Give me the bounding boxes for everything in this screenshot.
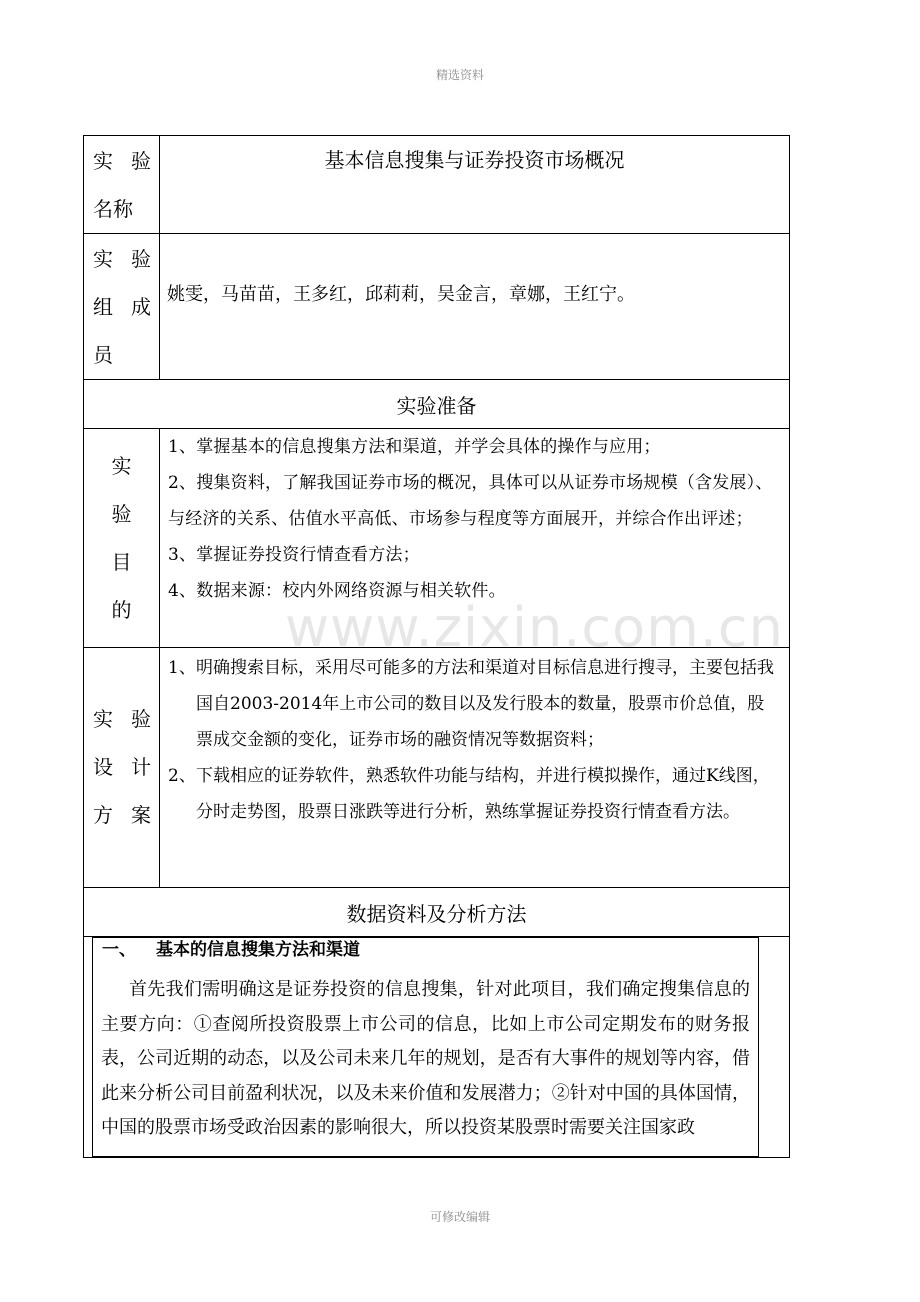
label-experiment-name (84, 136, 160, 234)
label-char: 实 (111, 454, 132, 478)
label-char: 验 (111, 502, 132, 526)
label-char: 验 (131, 247, 151, 271)
label-char: 目 (111, 550, 132, 574)
row-prep-heading (84, 380, 790, 429)
section1-heading (93, 938, 758, 962)
label-members (84, 234, 160, 380)
design-item-text: 明确搜索目标，采用尽可能多的方法和渠道对目标信息进行搜寻，主要包括我国自2003-2014年上市公司的数目以及发行股本的数量，股票市价总值，股票成交金额的变化，证券市场的融资情况等数据资料； (196, 658, 774, 750)
row-section1 (84, 937, 790, 1158)
objective-content (160, 429, 790, 648)
label-char: 名称 (93, 197, 133, 221)
header-note: 精选资料 (435, 68, 484, 82)
design-content (160, 648, 790, 888)
section1-paragraph: 首先我们需明确这是证券投资的信息搜集，针对此项目，我们确定搜集信息的主要方向：①查阅所投资股票上市公司的信息，比如上市公司定期发布的财务报表，公司近期的动态，以及公司未来几年的规划，是否有大事件的规划等内容，借此来分析公司目前盈利状况，以及未来价值和发展潜力；②针对中国的具体国情，中国的股票市场受政治因素的影响很大，所以投资某股票时需要关注国家政 (101, 979, 750, 1138)
row-members (84, 234, 790, 380)
section1-number: 一、 (102, 940, 136, 960)
watermark: www.zixin.com.cn (285, 596, 784, 659)
label-char: 员 (93, 343, 113, 367)
objective-item: 2、搜集资料，了解我国证券市场的概况，具体可以从证券市场规模（含发展）、与经济的关系、估值水平高低、市场参与程度等方面展开，并综合作出评述； (168, 473, 773, 529)
label-design (84, 648, 160, 888)
design-item (160, 758, 789, 830)
label-char: 组 (93, 295, 113, 319)
label-char: 案 (131, 803, 151, 827)
section1-title: 基本的信息搜集方法和渠道 (156, 940, 360, 960)
members-list: 姚雯，马苗苗，王多红，邱莉莉，吴金言，章娜，王红宁。 (160, 234, 790, 380)
design-item-number: 1、 (168, 658, 196, 678)
row-data-heading (84, 888, 790, 937)
objective-item: 4、数据来源：校内外网络资源与相关软件。 (168, 581, 506, 601)
objective-item: 3、掌握证券投资行情查看方法； (168, 545, 420, 565)
footer-note: 可修改编辑 (429, 1210, 490, 1224)
section1-cell (84, 937, 790, 1158)
design-item-text: 下载相应的证券软件，熟悉软件功能与结构，并进行模拟操作，通过K线图，分时走势图，股票日涨跌等进行分析，熟练掌握证券投资行情查看方法。 (196, 766, 770, 822)
design-item (160, 650, 789, 758)
label-char: 方 (93, 803, 113, 827)
label-char: 设 (93, 755, 113, 779)
section-heading-prep: 实验准备 (84, 380, 790, 429)
label-char: 实 (93, 149, 113, 173)
label-char: 成 (131, 295, 151, 319)
experiment-form-table (83, 135, 790, 1158)
label-char: 实 (93, 247, 113, 271)
label-char: 的 (111, 598, 132, 622)
experiment-title: 基本信息搜集与证券投资市场概况 (160, 136, 790, 234)
label-char: 实 (93, 707, 113, 731)
section-heading-data: 数据资料及分析方法 (84, 888, 790, 937)
row-experiment-name (84, 136, 790, 234)
label-char: 计 (131, 755, 151, 779)
objective-item: 1、掌握基本的信息搜集方法和渠道，并学会具体的操作与应用； (168, 437, 661, 457)
label-char: 验 (131, 707, 151, 731)
row-design (84, 648, 790, 888)
label-char: 验 (131, 149, 151, 173)
label-objective (84, 429, 160, 648)
design-item-number: 2、 (168, 766, 196, 786)
section1-box (92, 937, 759, 1157)
row-objective (84, 429, 790, 648)
